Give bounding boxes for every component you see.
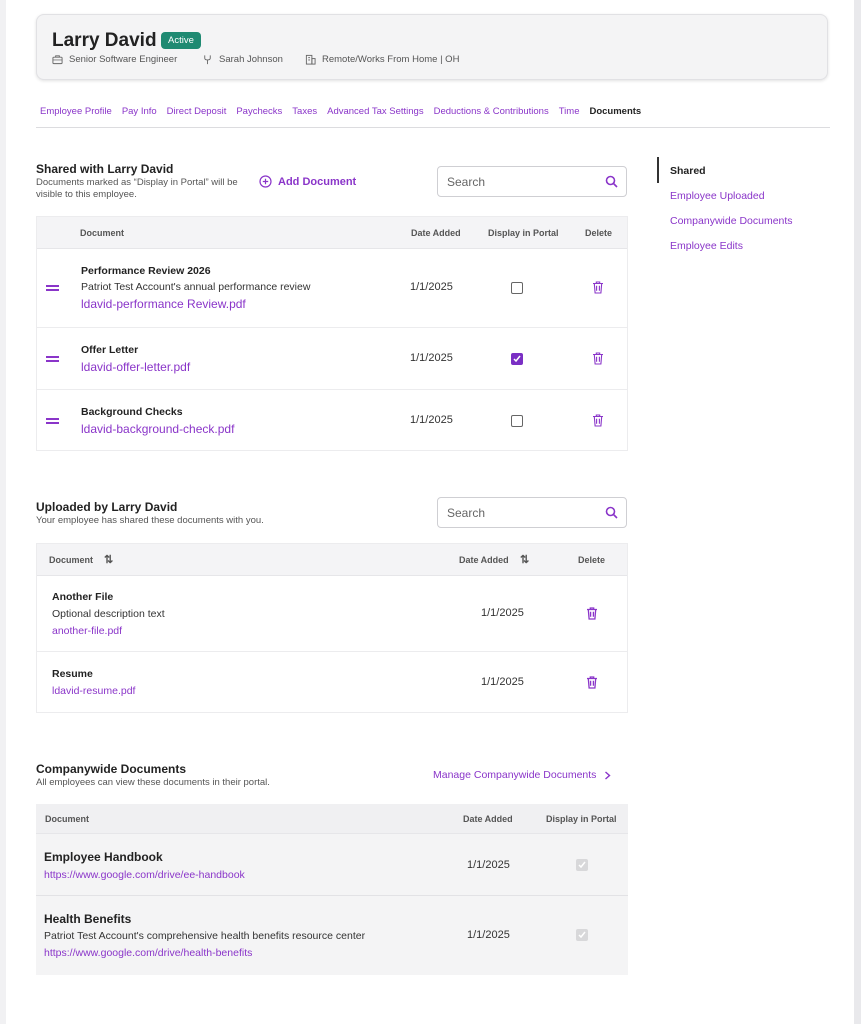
drag-handle-icon[interactable] [46, 418, 59, 424]
side-nav-active-indicator [657, 157, 659, 183]
column-date-added: Date Added [411, 228, 461, 238]
checkmark-icon [513, 355, 521, 363]
shared-section-title: Shared with Larry David [36, 162, 174, 176]
document-title: Employee Handbook [44, 850, 163, 864]
manage-companywide-label: Manage Companywide Documents [433, 769, 597, 781]
document-description: Patriot Test Account's comprehensive health benefits resource center [44, 930, 366, 942]
display-in-portal-checkbox[interactable] [511, 415, 523, 427]
display-in-portal-checkbox [576, 929, 588, 941]
tab-taxes[interactable]: Taxes [292, 106, 318, 117]
trash-icon[interactable] [592, 281, 604, 294]
job-title-meta [52, 54, 177, 65]
trash-icon[interactable] [586, 607, 598, 620]
tab-time[interactable]: Time [558, 106, 580, 117]
column-date-added: Date Added [459, 555, 509, 565]
companywide-table-header [36, 804, 628, 834]
tab-documents[interactable]: Documents [589, 106, 642, 117]
table-row [37, 576, 627, 652]
search-icon [605, 175, 618, 188]
side-nav-employee-edits[interactable]: Employee Edits [670, 240, 743, 252]
tab-employee-profile[interactable]: Employee Profile [40, 106, 112, 117]
uploaded-search-placeholder: Search [447, 506, 486, 520]
table-row [36, 834, 628, 896]
document-description: Optional description text [52, 608, 165, 620]
table-row [37, 249, 627, 328]
checkmark-icon [578, 861, 586, 869]
date-added: 1/1/2025 [481, 607, 524, 619]
side-nav-employee-uploaded[interactable]: Employee Uploaded [670, 190, 765, 202]
companywide-section-title: Companywide Documents [36, 762, 187, 776]
uploaded-documents-table [36, 543, 628, 713]
uploaded-section-title: Uploaded by Larry David [36, 500, 178, 514]
uploaded-section-subtitle: Your employee has shared these documents with you. [36, 515, 264, 526]
display-in-portal-checkbox[interactable] [511, 353, 523, 365]
document-url-link[interactable]: https://www.google.com/drive/ee-handbook [44, 869, 245, 881]
table-row [37, 328, 627, 390]
side-nav-companywide-documents[interactable]: Companywide Documents [670, 215, 793, 227]
document-file-link[interactable]: ldavid-resume.pdf [52, 685, 136, 697]
document-title: Offer Letter [81, 344, 139, 356]
uploaded-table-header [37, 544, 627, 576]
date-added: 1/1/2025 [410, 414, 453, 426]
chevron-right-icon [604, 771, 611, 780]
document-title: Health Benefits [44, 912, 132, 926]
building-icon [305, 54, 316, 65]
date-added: 1/1/2025 [410, 352, 453, 364]
trash-icon[interactable] [586, 676, 598, 689]
location: Remote/Works From Home | OH [322, 54, 460, 65]
org-branch-icon [202, 54, 213, 65]
date-added: 1/1/2025 [410, 281, 453, 293]
tab-deductions-contributions[interactable]: Deductions & Contributions [433, 106, 549, 117]
companywide-section-subtitle: All employees can view these documents in their portal. [36, 777, 270, 788]
display-in-portal-checkbox [576, 859, 588, 871]
document-file-link[interactable]: ldavid-background-check.pdf [81, 422, 235, 436]
add-document-button[interactable] [259, 175, 356, 188]
employee-header-card [36, 14, 828, 80]
date-added: 1/1/2025 [467, 929, 510, 941]
table-row [36, 896, 628, 975]
shared-search-placeholder: Search [447, 175, 486, 189]
scrollbar[interactable] [854, 0, 861, 1024]
trash-icon[interactable] [592, 414, 604, 427]
tab-paychecks[interactable]: Paychecks [236, 106, 283, 117]
document-file-link[interactable]: ldavid-performance Review.pdf [81, 297, 246, 311]
table-row [37, 390, 627, 451]
document-file-link[interactable]: ldavid-offer-letter.pdf [81, 360, 191, 374]
shared-search-input[interactable] [437, 166, 627, 197]
column-delete: Delete [578, 555, 606, 565]
tab-pay-info[interactable]: Pay Info [121, 106, 157, 117]
trash-icon[interactable] [592, 352, 604, 365]
tabs-divider [36, 127, 830, 128]
date-added: 1/1/2025 [467, 859, 510, 871]
sort-icon[interactable]: ⇅ [520, 554, 530, 566]
drag-handle-icon[interactable] [46, 356, 59, 362]
status-badge: Active [161, 32, 201, 49]
column-display-in-portal: Display in Portal [488, 228, 559, 238]
manager-name: Sarah Johnson [219, 54, 283, 65]
table-row [37, 652, 627, 713]
job-title: Senior Software Engineer [69, 54, 178, 65]
document-title: Performance Review 2026 [81, 265, 211, 277]
side-nav-shared[interactable]: Shared [670, 165, 706, 177]
document-url-link[interactable]: https://www.google.com/drive/health-benefits [44, 947, 253, 959]
uploaded-search-input[interactable] [437, 497, 627, 528]
display-in-portal-checkbox[interactable] [511, 282, 523, 294]
manage-companywide-documents-link[interactable] [433, 769, 611, 781]
briefcase-icon [52, 54, 63, 65]
document-title: Another File [52, 591, 114, 603]
employee-tabs [40, 106, 641, 117]
column-display-in-portal: Display in Portal [546, 814, 617, 824]
tab-advanced-tax-settings[interactable]: Advanced Tax Settings [327, 106, 424, 117]
document-title: Background Checks [81, 406, 183, 418]
document-file-link[interactable]: another-file.pdf [52, 625, 123, 637]
sort-icon[interactable]: ⇅ [104, 554, 114, 566]
location-meta [305, 54, 459, 65]
document-title: Resume [52, 668, 93, 680]
column-date-added: Date Added [463, 814, 513, 824]
shared-documents-table [36, 216, 628, 451]
checkmark-icon [578, 931, 586, 939]
manager-meta [202, 54, 283, 65]
add-document-label: Add Document [278, 175, 357, 188]
shared-table-header [37, 217, 627, 249]
column-document: Document [49, 555, 94, 565]
shared-section-subtitle: Documents marked as “Display in Portal” will be visible to this employee. [36, 177, 238, 200]
tab-direct-deposit[interactable]: Direct Deposit [166, 106, 227, 117]
date-added: 1/1/2025 [481, 676, 524, 688]
drag-handle-icon[interactable] [46, 285, 59, 291]
document-description: Patriot Test Account's annual performance review [81, 281, 311, 293]
page [6, 0, 854, 1024]
column-document: Document [45, 814, 90, 824]
column-document: Document [80, 228, 125, 238]
plus-circle-icon [259, 175, 272, 188]
search-icon [605, 506, 618, 519]
employee-name: Larry David [52, 30, 157, 51]
column-delete: Delete [585, 228, 613, 238]
companywide-documents-table [36, 804, 628, 975]
